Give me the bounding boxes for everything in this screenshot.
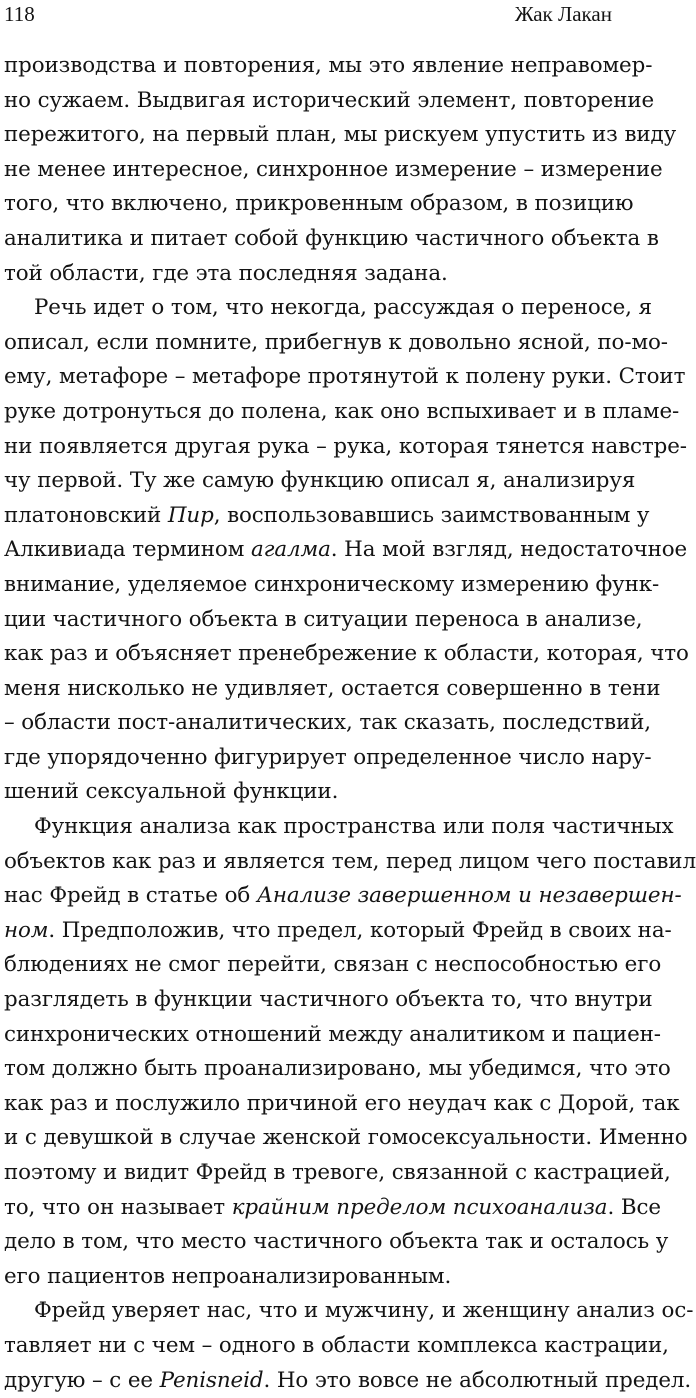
text-line: пережитого, на первый план, мы рискуем упустить из виду	[4, 122, 677, 148]
text-line	[4, 533, 688, 568]
text-line	[4, 914, 672, 949]
text-line: разглядеть в функции частичного объекта то, что внутри	[4, 987, 653, 1013]
text-line: внимание, уделяемое синхроническому измерению функ-	[4, 571, 660, 597]
text-line: и с девушкой в случае женской гомосексуальности. Именно	[4, 1125, 688, 1151]
page-number: 118	[4, 2, 35, 26]
text-line	[4, 499, 650, 534]
emphasized-term: агалма	[250, 537, 331, 563]
text-line: не менее интересное, синхронное измерение – измерение	[4, 156, 663, 182]
text-line	[4, 879, 682, 914]
text-segment: , воспользовавшись заимствованным у	[213, 502, 650, 528]
text-segment: платоновский	[4, 502, 168, 528]
text-line: но сужаем. Выдвигая исторический элемент, повторение	[4, 87, 655, 113]
body-text	[4, 49, 696, 1398]
text-line: как раз и послужило причиной его неудач как с Дорой, так	[4, 1090, 680, 1116]
running-head: Жак Лакан	[514, 2, 612, 26]
text-line: дело в том, что место частичного объекта так и осталось у	[4, 1229, 669, 1255]
text-line: руке дотронуться до полена, как оно вспыхивает и в пламе-	[4, 398, 680, 424]
text-line: той области, где эта последняя задана.	[4, 260, 448, 286]
text-line: объектов как раз и является тем, перед лицом чего поставил	[4, 848, 696, 874]
book-title: Пир	[167, 502, 214, 528]
text-line: меня нисколько не удивляет, остается совершенно в тени	[4, 675, 661, 701]
text-line: Функция анализа как пространства или поля частичных	[34, 814, 674, 840]
article-title: Анализе завершенном и незавершен-	[256, 883, 682, 909]
text-line: Речь идет о том, что некогда, рассуждая о переносе, я	[34, 295, 652, 321]
text-line: ни появляется другая рука – рука, которая тянется навстре-	[4, 433, 687, 459]
text-line: описал, если помните, прибегнув к довольно ясной, по-мо-	[4, 329, 668, 355]
text-segment: Алкивиада термином	[4, 537, 251, 563]
emphasized-phrase: крайним пределом психоанализа	[231, 1194, 608, 1220]
text-line: том должно быть проанализировано, мы убедимся, что это	[4, 1056, 671, 1082]
text-line	[4, 1191, 661, 1226]
text-line: синхронических отношений между аналитиком и пациен-	[4, 1021, 661, 1047]
text-line	[4, 1364, 692, 1398]
text-line: Фрейд уверяет нас, что и мужчину, и женщину анализ ос-	[34, 1298, 694, 1324]
emphasized-term: Penisneid	[159, 1367, 264, 1393]
text-segment: другую – с ее	[4, 1367, 160, 1393]
text-line: того, что включено, прикровенным образом, в позицию	[4, 191, 634, 217]
text-line: как раз и объясняет пренебрежение к области, которая, что	[4, 641, 689, 667]
text-line: его пациентов непроанализированным.	[4, 1263, 452, 1289]
text-line: чу первой. Ту же самую функцию описал я, анализируя	[4, 468, 636, 494]
text-segment: то, что он называет	[4, 1194, 232, 1220]
page-header	[4, 0, 612, 32]
text-line: где упорядоченно фигурирует определенное число нару-	[4, 744, 652, 770]
text-line: шений сексуальной функции.	[4, 779, 339, 805]
article-title: ном	[4, 917, 49, 943]
text-segment: нас Фрейд в статье об	[4, 883, 257, 909]
text-segment: . На мой взгляд, недостаточное	[330, 537, 688, 563]
text-line: ции частичного объекта в ситуации переноса в анализе,	[4, 606, 643, 632]
text-segment: . Все	[607, 1194, 661, 1220]
text-line: блюдениях не смог перейти, связан с неспособностью его	[4, 952, 662, 978]
text-line: аналитика и питает собой функцию частичного объекта в	[4, 225, 659, 251]
text-line: тавляет ни с чем – одного в области комплекса кастрации,	[4, 1332, 669, 1358]
text-line: производства и повторения, мы это явление неправомер-	[4, 53, 653, 78]
text-line: ему, метафоре – метафоре протянутой к полену руки. Стоит	[4, 364, 686, 390]
text-segment: . Предположив, что предел, который Фрейд в своих на-	[48, 917, 672, 943]
text-line: – области пост-аналитических, так сказать, последствий,	[4, 710, 651, 736]
text-segment: . Но это вовсе не абсолютный предел.	[263, 1367, 692, 1393]
text-line: поэтому и видит Фрейд в тревоге, связанной с кастрацией,	[4, 1160, 671, 1185]
